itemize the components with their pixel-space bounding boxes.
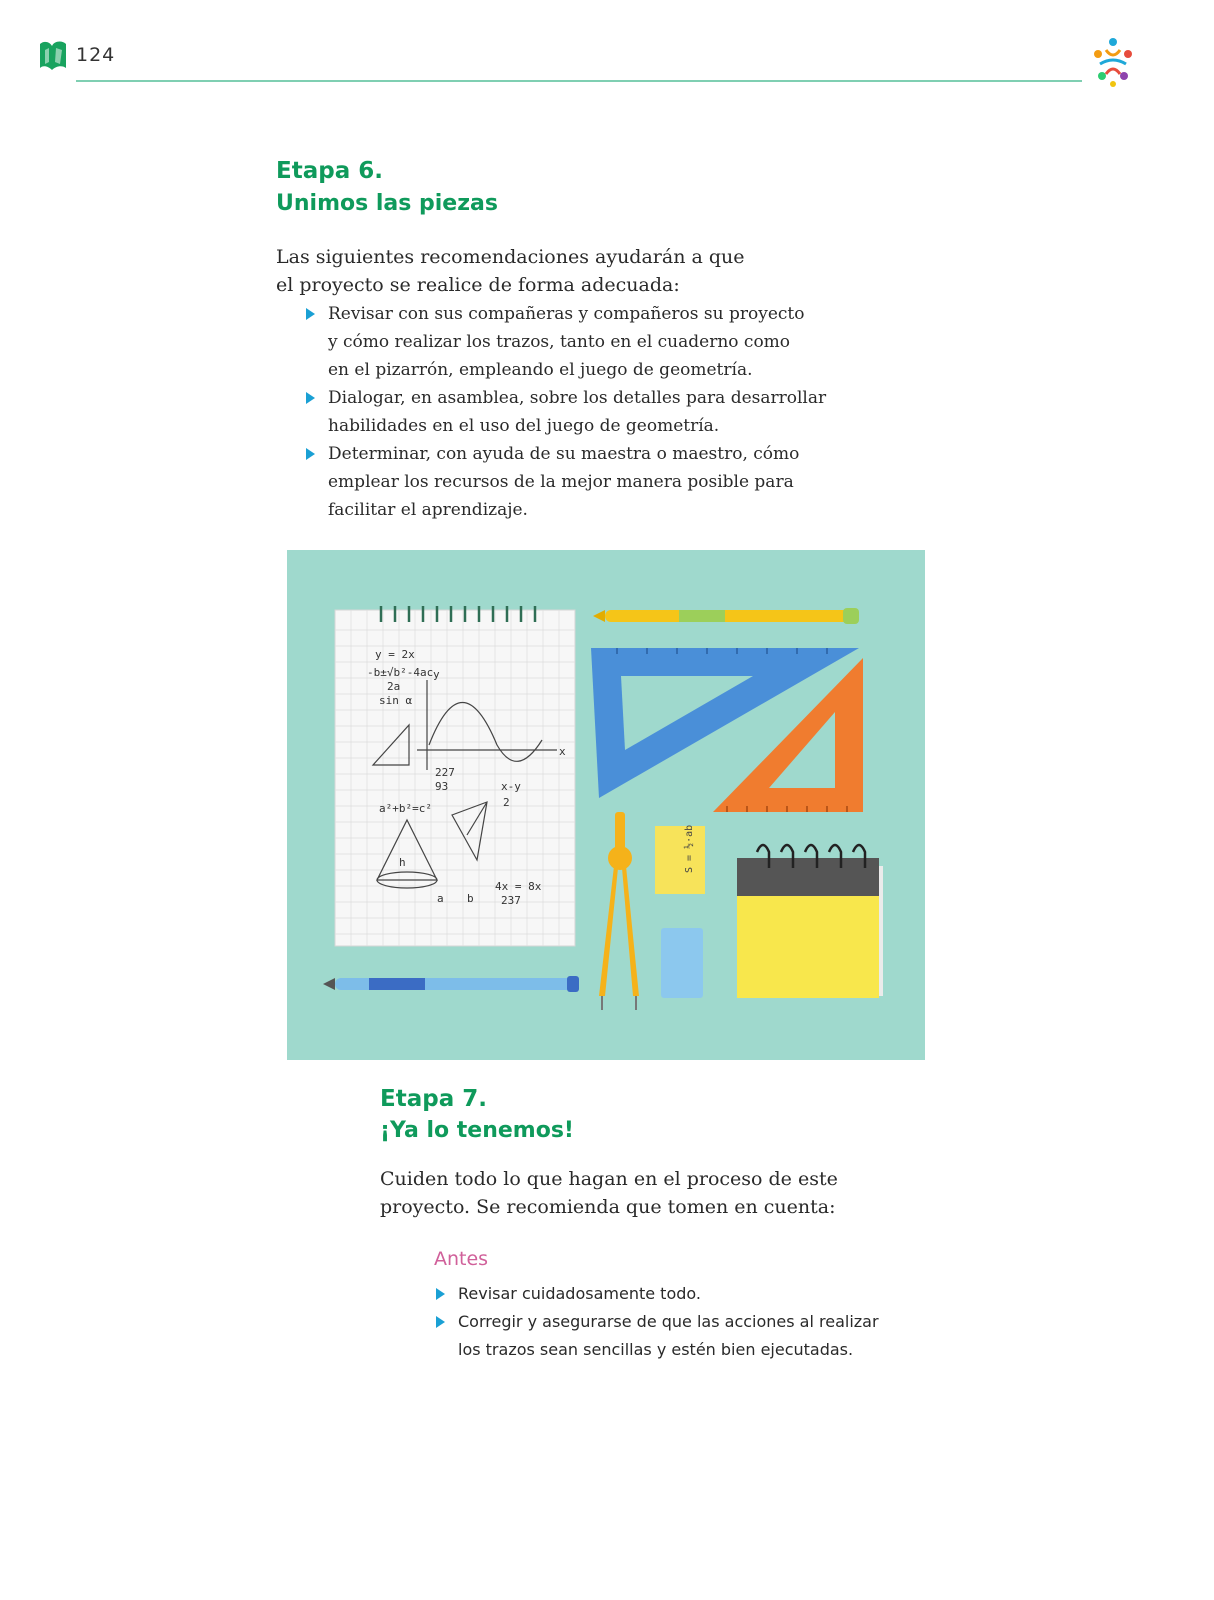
yellow-pen bbox=[593, 608, 859, 624]
etapa6-intro bbox=[276, 243, 745, 299]
intro-line: proyecto. Se recomienda que tomen en cuenta: bbox=[380, 1196, 836, 1218]
math-text: x bbox=[559, 745, 566, 758]
page-number: 124 bbox=[76, 44, 116, 66]
intro-line: el proyecto se realice de forma adecuada: bbox=[276, 274, 680, 296]
book-logo-icon bbox=[36, 38, 70, 76]
etapa6-title: Etapa 6. bbox=[276, 158, 383, 184]
bullet-arrow-icon bbox=[436, 1316, 445, 1328]
intro-line: Cuiden todo lo que hagan en el proceso de este bbox=[380, 1168, 838, 1190]
list-item: Determinar, con ayuda de su maestra o maestro, cómo emplear los recursos de la mejor manera posible para facilitar el aprendizaje. bbox=[302, 440, 826, 524]
math-text: a²+b²=c² bbox=[379, 802, 432, 815]
math-text: 237 bbox=[501, 894, 521, 907]
math-text: x-y bbox=[501, 780, 521, 793]
math-text: 2a bbox=[387, 680, 401, 693]
math-text: 227 bbox=[435, 766, 455, 779]
header-rule bbox=[76, 80, 1082, 82]
list-item: Dialogar, en asamblea, sobre los detalles para desarrollar habilidades en el uso del juego de geometría. bbox=[302, 384, 826, 440]
bullet-arrow-icon bbox=[306, 448, 315, 460]
math-text: h bbox=[399, 856, 406, 869]
spiral-notebook bbox=[335, 606, 575, 946]
math-text: a bbox=[437, 892, 444, 905]
sticky-note-pad bbox=[737, 845, 883, 998]
math-text: 2 bbox=[503, 796, 510, 809]
bullet-arrow-icon bbox=[306, 392, 315, 404]
math-text: 4x = 8x bbox=[495, 880, 542, 893]
etapa6-bullet-list bbox=[302, 300, 826, 524]
etapa7-title: Etapa 7. bbox=[380, 1086, 487, 1112]
math-text: 93 bbox=[435, 780, 449, 793]
math-text: sin α bbox=[379, 694, 413, 707]
math-text: -b±√b²-4ac bbox=[367, 666, 434, 679]
list-item: Revisar cuidadosamente todo. bbox=[432, 1280, 879, 1308]
list-item: Corregir y asegurarse de que las acciones al realizar los trazos sean sencillas y estén bien ejecutadas. bbox=[432, 1308, 879, 1364]
math-text: S = ½·ab bbox=[684, 824, 695, 873]
yellow-sticky-note bbox=[655, 825, 705, 894]
bullet-arrow-icon bbox=[306, 308, 315, 320]
math-text: b bbox=[467, 892, 474, 905]
blue-pen bbox=[323, 976, 579, 992]
intro-line: Las siguientes recomendaciones ayudarán a que bbox=[276, 246, 745, 268]
etapa7-bullet-list bbox=[432, 1280, 879, 1364]
etapa7-subtitle: ¡Ya lo tenemos! bbox=[380, 1118, 574, 1143]
etapa6-subtitle: Unimos las piezas bbox=[276, 191, 498, 216]
etapa7-intro bbox=[380, 1165, 838, 1221]
bullet-arrow-icon bbox=[436, 1288, 445, 1300]
blue-eraser bbox=[661, 928, 703, 998]
geometry-tools-photo bbox=[287, 550, 925, 1060]
math-text: y bbox=[433, 668, 440, 681]
people-circle-emblem-icon bbox=[1086, 34, 1140, 88]
list-item: Revisar con sus compañeras y compañeros su proyecto y cómo realizar los trazos, tanto en el cuaderno como en el pizarrón, empleando el juego de geometría. bbox=[302, 300, 826, 384]
math-text: y = 2x bbox=[375, 648, 415, 661]
antes-label: Antes bbox=[434, 1248, 489, 1270]
